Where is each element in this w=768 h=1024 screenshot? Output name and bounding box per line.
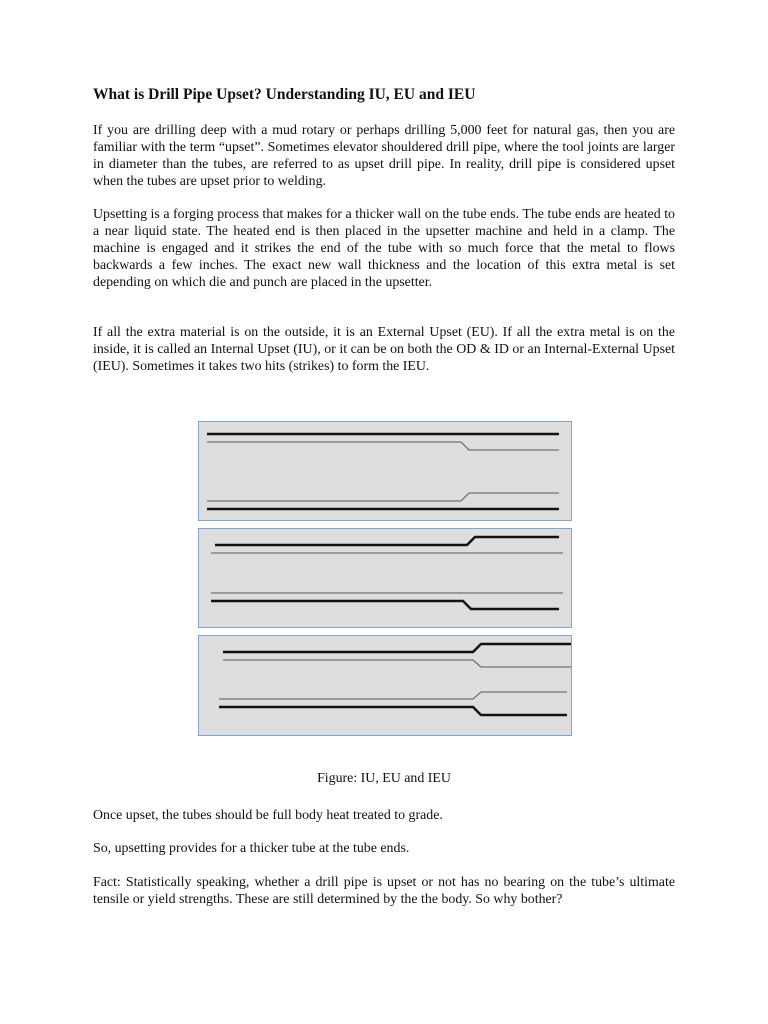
- iu-inner-wall-bottom: [207, 493, 559, 501]
- paragraph-fact: Fact: Statistically speaking, whether a drill pipe is upset or not has no bearing on the tube’s ultimate tensile or yield strengths. These are still determined by the the body. So why bother?: [93, 875, 675, 907]
- eu-outer-wall-bottom: [211, 601, 559, 609]
- figure-caption: Figure: IU, EU and IEU: [317, 771, 451, 786]
- ieu-outer-wall-bottom: [219, 707, 567, 715]
- figure-panel-ieu: [198, 635, 572, 736]
- document-title: What is Drill Pipe Upset? Understanding IU, EU and IEU: [93, 86, 476, 103]
- eu-outer-wall-top: [215, 537, 559, 545]
- ieu-pipe-diagram: [199, 636, 573, 737]
- paragraph-upsetting-process: Upsetting is a forging process that makes for a thicker wall on the tube ends. The tube ends are heated to a near liquid state. The heated end is then placed in the upsetter machine and held in a clamp. The machine is engaged and it strikes the end of the tube with so much force that the metal to flows backwards a few inches. The exact new wall thickness and the location of this extra metal is set depending on which die and punch are placed in the upsetter.: [93, 207, 675, 290]
- ieu-inner-wall-bottom: [219, 692, 567, 699]
- figure-panel-iu: [198, 421, 572, 521]
- eu-pipe-diagram: [199, 529, 573, 629]
- ieu-inner-wall-top: [223, 660, 571, 667]
- ieu-outer-wall-top: [223, 644, 571, 652]
- paragraph-upset-types: If all the extra material is on the outside, it is an External Upset (EU). If all the extra metal is on the inside, it is called an Internal Upset (IU), or it can be on both the OD & ID or an Internal-External Upset (IEU). Sometimes it takes two hits (strikes) to form the IEU.: [93, 325, 675, 374]
- paragraph-heat-treat: Once upset, the tubes should be full body heat treated to grade.: [93, 808, 443, 823]
- iu-inner-wall-top: [207, 442, 559, 450]
- iu-pipe-diagram: [199, 422, 573, 522]
- figure-panel-eu: [198, 528, 572, 628]
- paragraph-intro: If you are drilling deep with a mud rotary or perhaps drilling 5,000 feet for natural gas, then you are familiar with the term “upset”. Sometimes elevator shouldered drill pipe, where the tool joints are larger in diameter than the tubes, are referred to as upset drill pipe. In reality, drill pipe is considered upset when the tubes are upset prior to welding.: [93, 123, 675, 189]
- paragraph-thicker-tube: So, upsetting provides for a thicker tube at the tube ends.: [93, 841, 410, 856]
